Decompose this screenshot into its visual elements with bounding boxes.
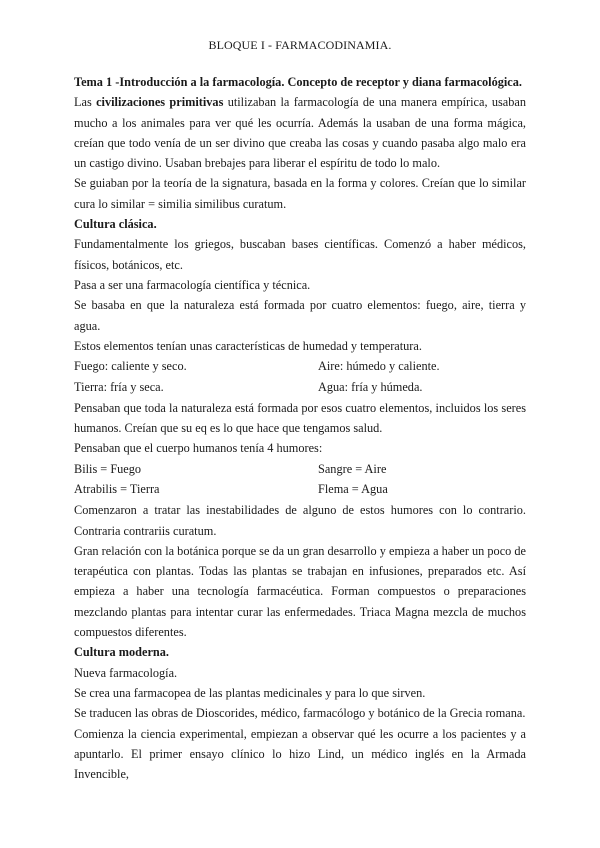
elements-row [74,377,526,398]
paragraph-scientific: Pasa a ser una farmacología científica y técnica. [74,277,311,292]
section-heading-modern: Cultura moderna. [74,645,169,660]
paragraph-primitive-civilizations [74,92,526,173]
paragraph-signature-theory: Se guiaban por la teoría de la signatura, basada en la forma y colores. Creían que lo similar cura lo similar = similia similibus curatum. [74,176,526,211]
humor-right: Sangre = Aire [318,461,387,476]
element-right: Aire: húmedo y caliente. [318,359,440,374]
paragraph-humors-intro: Pensaban que el cuerpo humanos tenía 4 humores: [74,441,323,456]
paragraph-botany: Gran relación con la botánica porque se da un gran desarrollo y empieza a haber un poco de terapéutica con plantas. Todas las plantas se trabajan en infusiones, preparados etc. Así empieza a haber una tecnología farmacéutica. Forman compuestos o preparaciones mezclando plantas para intentar curar las enfermedades. Triaca Magna mezcla de muchos compuestos diferentes. [74,543,526,640]
humors-row [74,479,526,500]
humor-right: Flema = Agua [318,482,388,497]
paragraph-characteristics: Estos elementos tenían unas características de humedad y temperatura. [74,338,422,353]
elements-row [74,356,526,377]
topic-title: Tema 1 -Introducción a la farmacología. Concepto de receptor y diana farmacológica. [74,75,522,89]
paragraph-four-elements: Se basaba en que la naturaleza está formada por cuatro elementos: fuego, aire, tierra y agua. [74,298,526,333]
element-left: Tierra: fría y seca. [74,379,164,394]
humors-row [74,459,526,480]
element-left: Fuego: caliente y seco. [74,359,187,374]
humor-left: Bilis = Fuego [74,461,142,476]
document-page [74,37,526,784]
element-right: Agua: fría y húmeda. [318,379,423,394]
paragraph-new-pharmacology: Nueva farmacología. [74,665,178,680]
paragraph-contraria: Comenzaron a tratar las inestabilidades de alguno de estos humores con lo contrario. Contraria contrariis curatum. [74,503,526,538]
text-fragment: utilizaban la farmacología de una manera empírica, usaban mucho a los animales para ver qué les ocurría. Además la usaban de una forma mágica, creían que todo venía de un ser divino que creaba las cosas y cuando pasaba algo malo era un castigo divino. Usaban brebajes para liberar el espíritu de todo lo malo. [74,95,526,171]
paragraph-pharmacopoeia: Se crea una farmacopea de las plantas medicinales y para lo que sirven. [74,685,426,700]
paragraph-greeks: Fundamentalmente los griegos, buscaban bases científicas. Comenzó a haber médicos, físicos, botánicos, etc. [74,237,526,272]
humor-left: Atrabilis = Tierra [74,482,160,497]
page-header: BLOQUE I - FARMACODINAMIA. [208,38,392,52]
paragraph-nature: Pensaban que toda la naturaleza está formada por esos cuatro elementos, incluidos los seres humanos. Creían que su eq es lo que hace que tengamos salud. [74,400,526,436]
paragraph-experimental-science: Comienza la ciencia experimental, empiezan a observar qué les ocurre a los pacientes y a apuntarlo. El primer ensayo clínico lo hizo Lind, un médico inglés en la Armada Invencible, [74,726,526,782]
section-heading-classical: Cultura clásica. [74,217,157,232]
paragraph-dioscorides: Se traducen las obras de Dioscorides, médico, farmacólogo y botánico de la Grecia romana. [74,706,526,721]
text-fragment: Las [74,95,97,110]
bold-term: civilizaciones primitivas [96,95,224,110]
